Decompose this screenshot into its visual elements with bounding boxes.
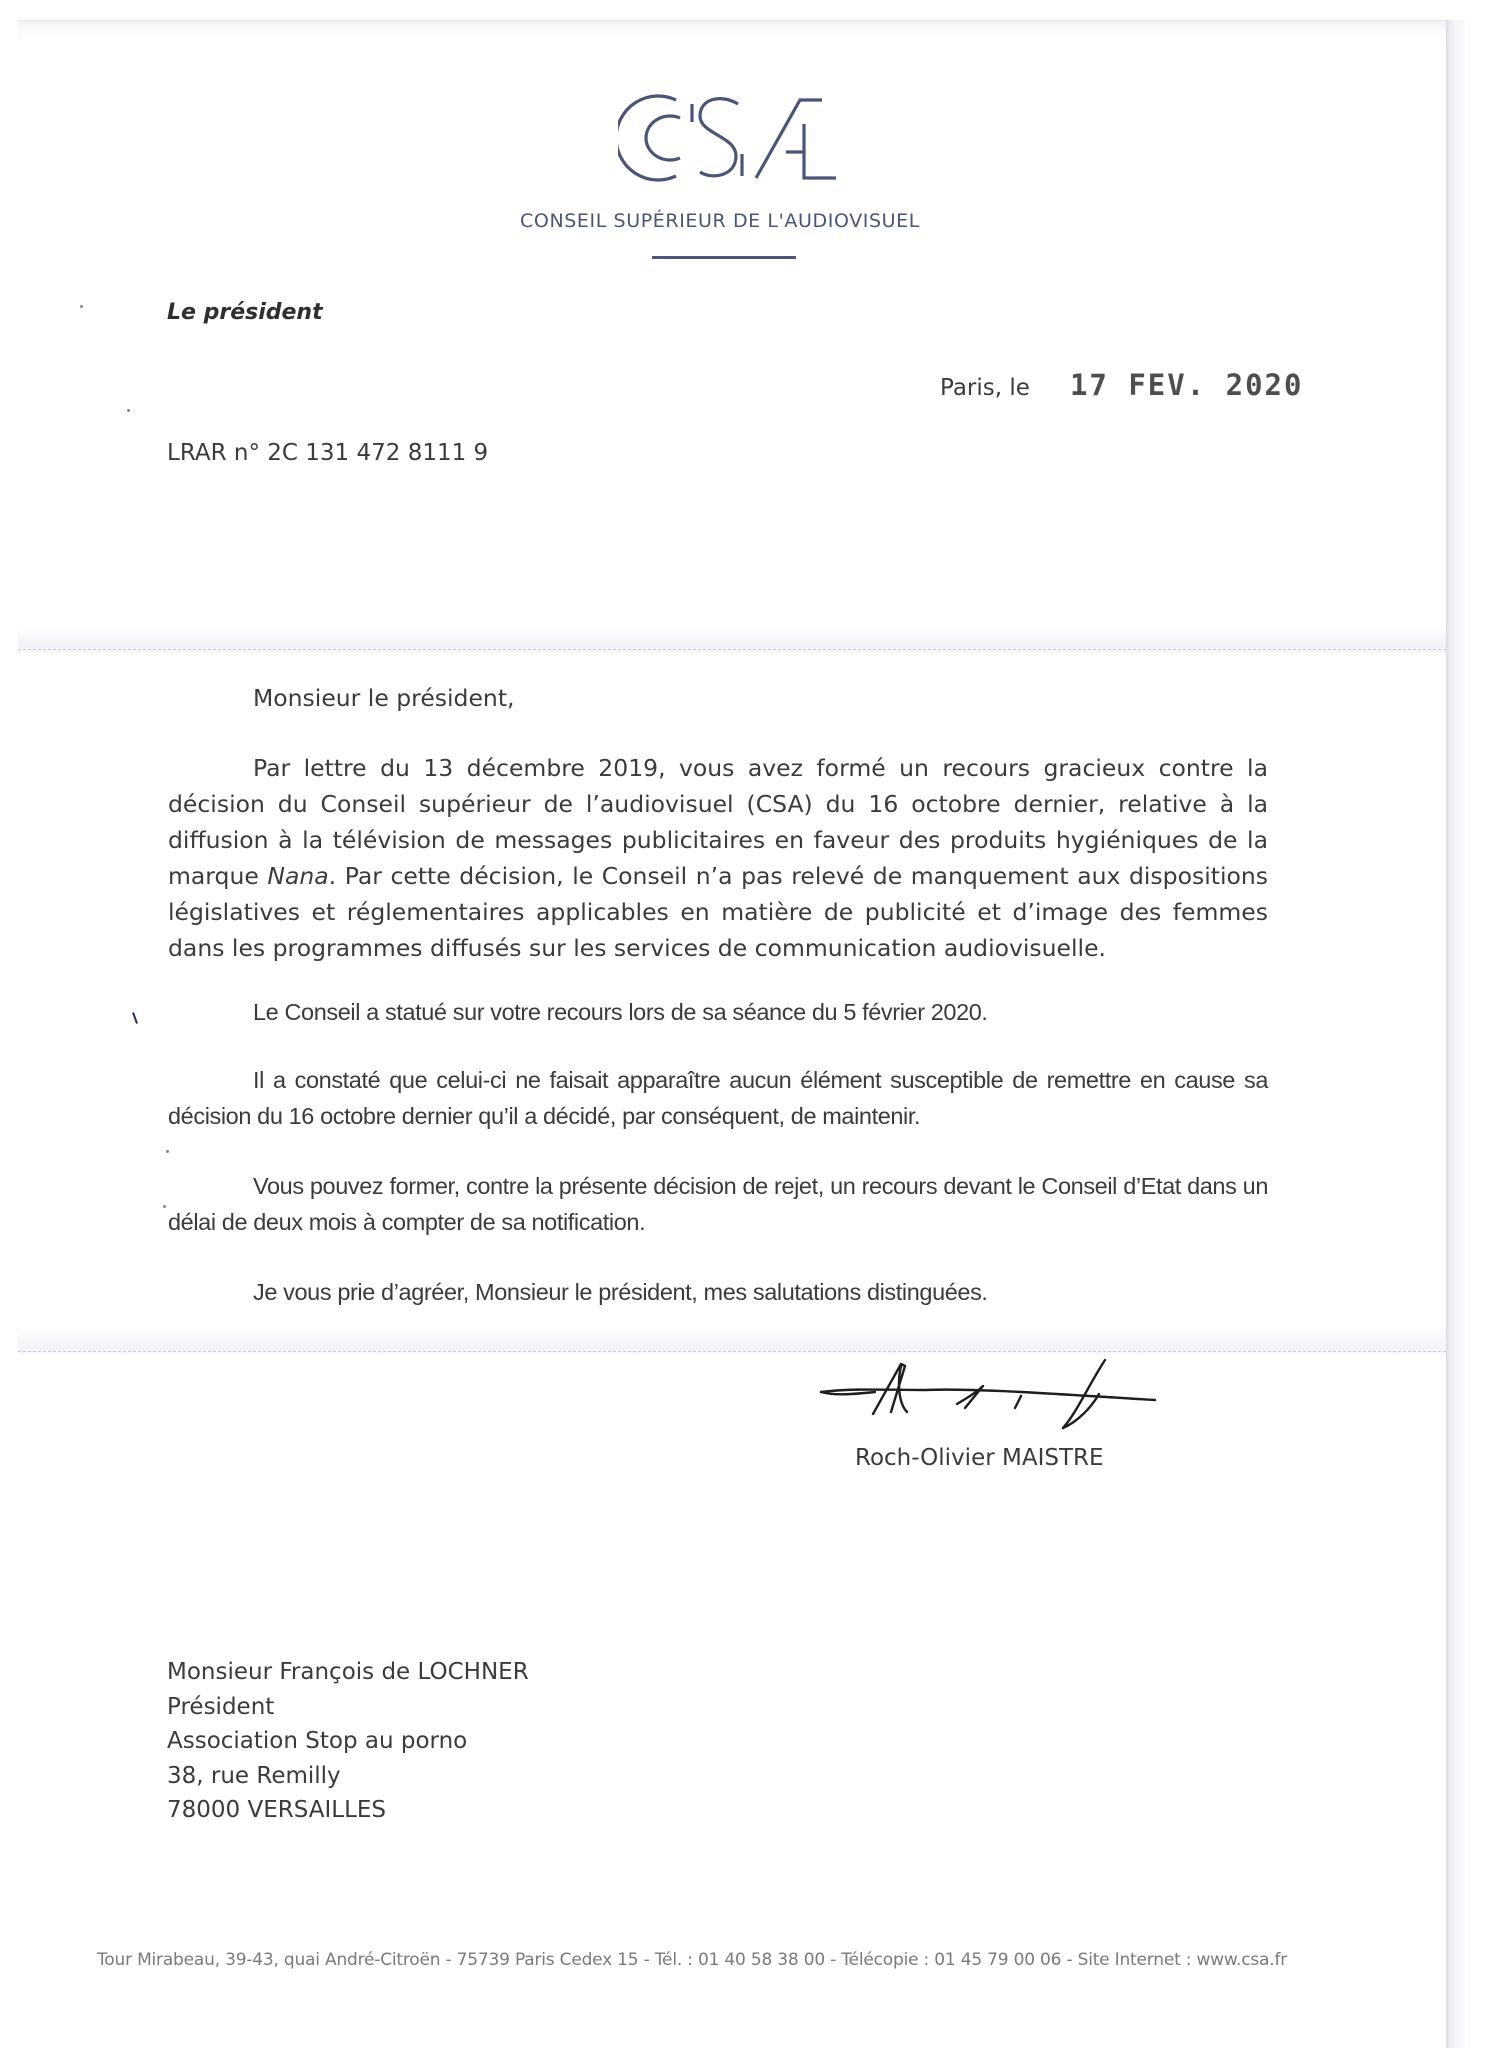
paragraph-closing: Je vous prie d’agréer, Monsieur le président, mes salutations distinguées. — [253, 1279, 988, 1305]
paragraph-text: . Par cette décision, le Conseil n’a pas relevé de manquement aux dispositions législatives et réglementaires applicables en matière de publicité et d’image des femmes dans les programmes diffusés sur les services de communication audiovisuelle. — [168, 862, 1269, 962]
signer-name: Roch-Olivier MAISTRE — [855, 1445, 1104, 1471]
sender-title: Le président — [167, 300, 323, 325]
scan-speck — [163, 1205, 166, 1208]
date-line — [940, 368, 1303, 402]
paragraph-recours-conseil-etat: Vous pouvez former, contre la présente décision de rejet, un recours devant le Conseil d’Etat dans un délai de deux mois à compter de sa notification. — [168, 1173, 1268, 1235]
scan-speck — [127, 409, 130, 412]
date-stamp: 17 FEV. 2020 — [1069, 368, 1304, 402]
recipient-street: 38, rue Remilly — [167, 1762, 341, 1789]
recipient-address — [167, 1655, 529, 1828]
handwritten-signature-icon — [815, 1348, 1175, 1438]
fold-line — [18, 626, 1446, 656]
recipient-city: 78000 VERSAILLES — [167, 1797, 387, 1823]
paragraph-seance: Le Conseil a statué sur votre recours lors de sa séance du 5 février 2020. — [253, 999, 988, 1025]
salutation: Monsieur le président, — [253, 684, 515, 712]
scan-speck — [80, 305, 83, 308]
recipient-title: Président — [167, 1693, 275, 1720]
paragraph-recours — [168, 750, 1268, 966]
registered-mail-reference: LRAR n° 2C 131 472 8111 9 — [167, 440, 489, 466]
recipient-name: Monsieur François de LOCHNER — [167, 1659, 529, 1685]
brand-name: Nana — [267, 862, 329, 890]
organization-name: CONSEIL SUPÉRIEUR DE L'AUDIOVISUEL — [520, 210, 920, 232]
paragraph-text: Par lettre du 13 décembre 2019, vous avez formé un recours gracieux contre la décision du Conseil supérieur de l’audiovisuel (CSA) du 16 octobre dernier, relative à la diffusion à la télévision de messages publicitaires en faveur des produits hygiéniques de la marque — [168, 754, 1268, 890]
recipient-organization: Association Stop au porno — [167, 1728, 468, 1754]
csa-logo-icon — [618, 92, 838, 184]
letterhead-divider — [652, 256, 796, 259]
date-prefix: Paris, le — [940, 375, 1030, 401]
paragraph-constat: Il a constaté que celui-ci ne faisait apparaître aucun élément susceptible de remettre en cause sa décision du 16 octobre dernier qu’il a décidé, par conséquent, de maintenir. — [168, 1067, 1268, 1129]
letterhead-footer: Tour Mirabeau, 39-43, quai André-Citroën - 75739 Paris Cedex 15 - Tél. : 01 40 58 38 00 - Télécopie : 01 45 79 00 06 - Site Internet : www.csa.fr — [97, 1950, 1288, 1970]
paper-edge — [1446, 20, 1465, 2048]
scan-speck — [166, 1150, 169, 1153]
fold-line — [18, 1328, 1446, 1358]
